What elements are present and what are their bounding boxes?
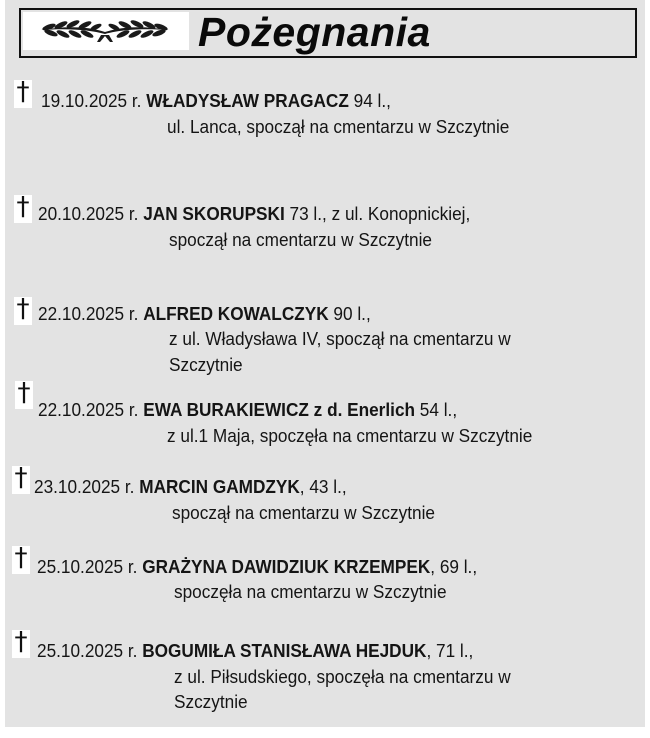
entry-detail: spoczęła na cmentarzu w Szczytnie: [174, 581, 447, 602]
entry-date: 22.10.2025 r.: [38, 399, 139, 420]
entry-age: 94 l.,: [353, 90, 391, 111]
cross-icon: †: [15, 381, 33, 409]
entry-detail: spoczął na cmentarzu w Szczytnie: [172, 502, 435, 523]
entry-name: BOGUMIŁA STANISŁAWA HEJDUK: [142, 640, 427, 661]
entry-line: [41, 90, 391, 112]
entry-name: GRAŻYNA DAWIDZIUK KRZEMPEK: [142, 556, 431, 577]
entry-detail: spoczął na cmentarzu w Szczytnie: [169, 229, 432, 250]
laurel-icon: [35, 18, 175, 44]
entry-name: ALFRED KOWALCZYK: [143, 303, 329, 324]
entry-date: 25.10.2025 r.: [37, 640, 138, 661]
cross-icon: †: [12, 546, 30, 574]
cross-icon: †: [14, 195, 32, 223]
header-box: [19, 8, 637, 58]
entry-age: 90 l.,: [333, 303, 371, 324]
entry-age: , 43 l.,: [299, 476, 347, 497]
obituaries-panel: [5, 0, 645, 727]
entry-line: [38, 399, 457, 421]
entry-date: 19.10.2025 r.: [41, 90, 142, 111]
entry-detail: Szczytnie: [169, 354, 243, 375]
cross-icon: †: [12, 630, 30, 658]
entry-name: WŁADYSŁAW PRAGACZ: [146, 90, 349, 111]
cross-icon: †: [14, 80, 32, 108]
entry-age: 54 l.,: [419, 399, 458, 420]
entry-date: 25.10.2025 r.: [37, 556, 138, 577]
cross-icon: †: [12, 466, 30, 494]
entry-age: , 71 l.,: [426, 640, 474, 661]
entry-detail: Szczytnie: [174, 691, 248, 712]
entry-detail: z ul. Władysława IV, spoczął na cmentarzu w: [169, 328, 511, 349]
entry-line: [34, 476, 347, 498]
entry-date: 20.10.2025 r.: [38, 203, 139, 224]
entry-line: [38, 303, 371, 325]
entry-detail: z ul.1 Maja, spoczęła na cmentarzu w Szczytnie: [167, 425, 533, 446]
entry-name: MARCIN GAMDZYK: [139, 476, 300, 497]
entry-date: 23.10.2025 r.: [34, 476, 135, 497]
page-title: Pożegnania: [198, 9, 431, 55]
entry-age: , 69 l.,: [430, 556, 478, 577]
entry-line: [37, 640, 473, 662]
entry-line: [38, 203, 470, 225]
entry-detail: z ul. Piłsudskiego, spoczęła na cmentarzu w: [174, 666, 511, 687]
laurel-ornament: [23, 12, 189, 50]
entry-name: EWA BURAKIEWICZ z d. Enerlich: [143, 399, 416, 420]
cross-icon: †: [14, 297, 32, 325]
entry-detail: ul. Lanca, spoczął na cmentarzu w Szczytnie: [167, 116, 510, 137]
entry-age: 73 l., z ul. Konopnickiej,: [289, 203, 471, 224]
entry-date: 22.10.2025 r.: [38, 303, 139, 324]
entry-name: JAN SKORUPSKI: [143, 203, 285, 224]
entry-line: [37, 556, 477, 578]
